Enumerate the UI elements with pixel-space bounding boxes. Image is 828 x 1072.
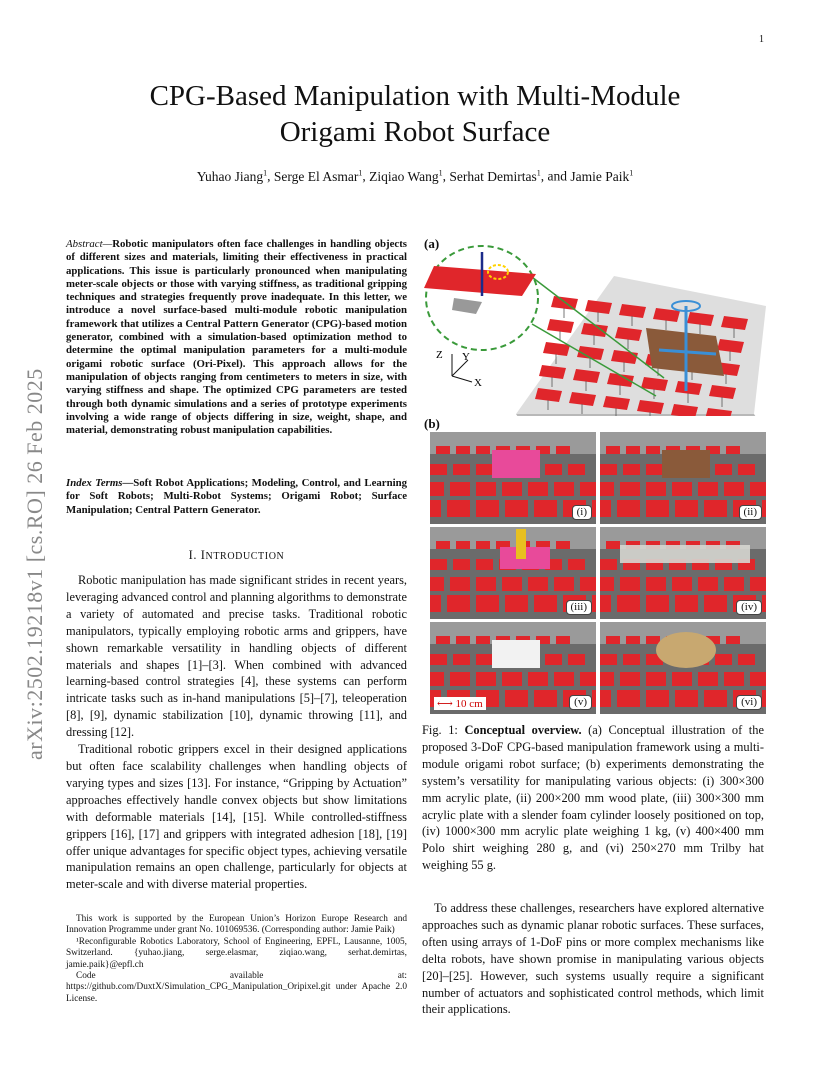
figure-1: [424, 236, 766, 716]
experiment-photo: [600, 622, 766, 714]
panel-label: (v): [569, 695, 592, 710]
footnotes: [66, 914, 407, 1005]
introduction-body: [66, 572, 407, 893]
footnote-affiliation: ¹Reconfigurable Robotics Laboratory, School of Engineering, EPFL, Lausanne, 1005, Switzerland. {yuhao.jiang, serge.elasmar, ziqiao.wang, serhat.demirtas, jamie.paik}@epfl.ch: [66, 936, 407, 970]
caption-body: (a) Conceptual illustration of the proposed 3-DoF CPG-based manipulation framework using a multi-module origami robot surface; (b) experiments demonstrating the system’s versatility for manipulating various objects: (i) 300×300 mm acrylic plate, (ii) 200×200 mm wood plate, (iii) 300×300 mm acrylic plate with a slender foam cylinder loosely positioned on top, (iv) 1000×300 mm acrylic plate weighing 1 kg, (v) 400×400 mm Polo shirt weighing 280 g, and (vi) 250×270 mm Trilby hat weighing 55 g.: [422, 723, 764, 873]
panel-label: (iv): [736, 600, 762, 615]
figure-label-a: (a): [424, 236, 440, 251]
footnote-support: This work is supported by the European Union’s Horizon Europe Research and Innovation Programme under grant No. 101069536. (Corresponding author: Jamie Paik): [66, 914, 407, 936]
abstract-label: Abstract—: [66, 238, 113, 250]
x-axis: [452, 376, 472, 382]
experiment-photo: [430, 527, 596, 619]
axis-z-label: Z: [436, 349, 443, 361]
title-line-2: Origami Robot Surface: [279, 116, 551, 148]
module-closeup: [424, 266, 536, 296]
arxiv-stamp: arXiv:2502.19218v1 [cs.RO] 26 Feb 2025: [22, 368, 47, 760]
title-line-1: CPG-Based Manipulation with Multi-Module: [149, 80, 681, 112]
author: Yuhao Jiang$^1$: [196, 168, 268, 184]
module-base: [452, 298, 482, 314]
axis-x-label: X: [474, 377, 482, 389]
panel-label: (ii): [739, 505, 762, 520]
caption-title: Conceptual overview.: [464, 723, 582, 737]
abstract: [66, 238, 407, 437]
author: Jamie Paik$^1$: [570, 168, 634, 184]
page-number: 1: [759, 34, 764, 45]
author: Ziqiao Wang$^1$: [369, 168, 443, 184]
experiment-photo: [430, 432, 596, 524]
author: Serge El Asmar$^1$: [273, 168, 363, 184]
panel-label: (i): [572, 505, 592, 520]
paragraph: Traditional robotic grippers excel in their designed applications but often face scalability challenges when handling objects of varying types and sizes [13]. For instance, “Gripping by Actuation” approaches effectively handle convex objects but show limitations with deformable materials [14], [15]. While controlled-stiffness grippers [16], [17] and grippers with integrated adhesion [18], [19] offer unique advantages for specific object types, achieving versatile manipulation remains an open challenge, particularly for objects at meter-scale and with diverse material properties.: [66, 742, 407, 892]
abstract-text: Robotic manipulators often face challenges in handling objects of different sizes and materials, limiting their effectiveness in practical applications. This issue is particularly pronounced when manipulating meter-scale objects or those with varying stiffness, as traditional gripping techniques and strategies frequently prove inadequate. In this letter, we introduce a novel surface-based multi-module robotic manipulation framework that utilizes a Central Pattern Generator (CPG)-based motion generator, combined with a simulation-based optimization method to determine the optimal manipulation parameters for a multi-module origami robotic surface (Ori-Pixel). This approach allows for the manipulation of objects ranging from centimeters to meters in size, with varying stiffness and shape. The optimized CPG parameters are tested through both dynamic simulations and a series of prototype experiments involving a wide range of objects differing in size, weight, shape, and material, demonstrating robust manipulation capabilities.: [66, 238, 407, 437]
figure-caption: [422, 722, 764, 874]
experiment-photo: [430, 622, 596, 714]
figure-label-b: (b): [424, 416, 440, 431]
scale-bar: ⟷ 10 cm: [434, 697, 486, 710]
robot-module: [551, 296, 578, 310]
axis-y-label: Y: [462, 351, 470, 363]
index-terms-text: Soft Robot Applications; Modeling, Control, and Learning for Soft Robots; Multi-Robot Systems; Origami Robot; Surface Manipulation; Central Pattern Generator.: [66, 477, 407, 516]
caption-label: Fig. 1:: [422, 723, 458, 737]
paragraph: To address these challenges, researchers have explored alternative approaches such as dynamic planar robotic surfaces. These surfaces, often using arrays of 1-DoF pins or more complex mechanisms like delta robots, have shown promise in manipulating various objects [20]–[25]. However, such systems usually require a significant number of actuators and sophisticated control methods, which limit their applications.: [422, 901, 764, 1017]
footnote-code: Code available at: https://github.com/DuxtX/Simulation_CPG_Manipulation_Oripixel.git under Apache 2.0 License.: [66, 971, 407, 1004]
index-terms: [66, 477, 407, 517]
section-heading: I. INTRODUCTION: [188, 548, 285, 562]
paper-title: [60, 78, 770, 150]
experiment-photo: [600, 432, 766, 524]
experiment-photo: [600, 527, 766, 619]
panel-label: (vi): [736, 695, 762, 710]
panel-label: (iii): [566, 600, 593, 615]
index-terms-label: Index Terms—: [66, 477, 134, 489]
paragraph: Robotic manipulation has made significant strides in recent years, leveraging advanced control and planning algorithms to demonstrate a variety of automated and precise tasks. Traditional robotic manipulators, typically employing robotic arms and grippers, have shown remarkable versatility in handling objects of different materials and shapes [1]–[3]. When combined with advanced learning-based control strategies [4], these systems can perform intricate tasks such as in-hand manipulations [5]–[7], teleoperation [8], [9], dynamic stabilization [10], dynamic throwing [11], and dressing [12].: [66, 573, 407, 740]
author-list: Yuhao Jiang$^1$, Serge El Asmar$^1$, Ziqiao Wang$^1$, Serhat Demirtas$^1$, and Jamie Paik$^1$: [196, 168, 634, 184]
right-column-body: [422, 900, 764, 1018]
robot-module: [547, 319, 574, 333]
concept-illustration: [424, 236, 766, 416]
author: Serhat Demirtas$^1$: [449, 168, 541, 184]
